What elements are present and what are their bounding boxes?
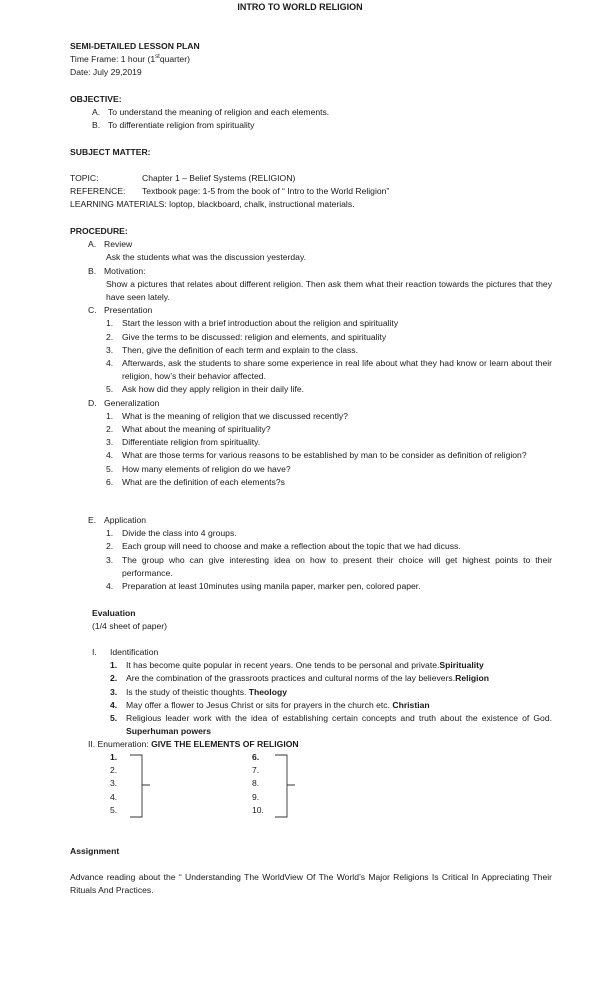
list-item: 4. May offer a flower to Jesus Christ or sits for prayers in the church etc. Christian xyxy=(110,699,430,710)
list-item: 1. Divide the class into 4 groups. xyxy=(106,528,237,539)
application-title: E. Application xyxy=(88,515,147,525)
list-item: 5. Religious leader work with the idea of establishing certain concepts and truth about the existence of God. Superhuman powers xyxy=(110,713,552,737)
presentation-steps xyxy=(70,317,552,396)
list-item: 5. Ask how did they apply religion in their daily life. xyxy=(106,384,304,395)
assignment-text: Advance reading about the “ Understanding The WorldView Of The World’s Major Religions Is Critical In Appreciating Their Rituals And Practices. xyxy=(70,872,552,896)
evaluation-section xyxy=(70,607,552,633)
list-item: 4. Preparation at least 10minutes using manila paper, marker pen, colored paper. xyxy=(106,581,421,591)
list-item: 4. Afterwards, ask the students to share some experience in real life about what they had know or learn about their religion, how’s their behavior affected. xyxy=(106,357,552,382)
answer: Christian xyxy=(392,699,430,710)
list-item: 2. What about the meaning of spirituality? xyxy=(106,423,271,434)
subject-matter-section xyxy=(70,172,552,212)
topic-row: TOPIC: Chapter 1 – Belief Systems (RELIGION) xyxy=(70,173,296,183)
motivation-text: Show a pictures that relates about different religion. Then ask them what their reaction towards the pictures that they have seen lately. xyxy=(106,278,552,302)
identification-title: I. Identification xyxy=(92,647,159,657)
assignment-heading: Assignment xyxy=(70,846,120,856)
enumeration-heading: II. Enumeration: GIVE THE ELEMENTS OF RELIGION xyxy=(88,739,299,749)
list-item: 2. Give the terms to be discussed: religion and elements, and spirituality xyxy=(106,331,387,342)
enum-item: 3. xyxy=(110,778,118,789)
procedure-heading: PROCEDURE: xyxy=(70,226,128,236)
objective-item: B. To differentiate religion from spirituality xyxy=(92,120,255,131)
motivation-title: B. Motivation: xyxy=(88,265,146,276)
identification-items xyxy=(70,659,552,738)
presentation-title: C. Presentation xyxy=(88,305,153,316)
list-item: 1. Start the lesson with a brief introduction about the religion and spirituality xyxy=(106,318,399,329)
review-title: A. Review xyxy=(88,239,133,250)
list-item: 6. What are the definition of each elements?s xyxy=(106,476,285,487)
evaluation-heading: Evaluation xyxy=(92,608,136,618)
application-steps xyxy=(70,527,552,593)
list-item: 3. Is the study of theistic thoughts. Theology xyxy=(110,686,287,697)
answer: Superhuman powers xyxy=(126,726,211,737)
enum-item: 7. xyxy=(252,765,260,776)
review-text: Ask the students what was the discussion yesterday. xyxy=(106,252,306,263)
list-item: 1. What is the meaning of religion that we discussed recently? xyxy=(106,410,348,421)
generalization-questions xyxy=(70,410,552,489)
reference-row: REFERENCE: Textbook page: 1-5 from the book of “ Intro to the World Religion” xyxy=(70,186,390,197)
identification-section xyxy=(70,646,552,738)
enum-item: 10. xyxy=(252,804,264,815)
enum-item: 2. xyxy=(110,765,118,776)
list-item: 3. Then, give the definition of each term and explain to the class. xyxy=(106,344,358,355)
enum-item: 5. xyxy=(110,804,118,815)
list-item: 2. Are the combination of the grassroots practices and cultural norms of the lay believers.Religion xyxy=(110,673,490,684)
right-brace xyxy=(273,753,303,821)
list-item: 2. Each group will need to choose and make a reflection about the topic that we had dicuss. xyxy=(106,541,461,552)
materials-row: LEARNING MATERIALS: loptop, blackboard, chalk, instructional materials. xyxy=(70,199,355,210)
subject-matter-heading-text: SUBJECT MATTER: xyxy=(70,147,151,157)
list-item: 5. How many elements of religion do we have? xyxy=(106,463,291,474)
evaluation-subheading: (1/4 sheet of paper) xyxy=(92,621,168,632)
application-section xyxy=(70,514,552,593)
list-item: 4. What are those terms for various reasons to be established by man to be consider as definition of religion? xyxy=(106,450,527,461)
list-item: 3. The group who can give interesting idea on how to present their choice will get highest points to their performance. xyxy=(106,554,552,578)
enum-item: 1. xyxy=(110,752,118,762)
list-item: 1. It has become quite popular in recent years. One tends to be personal and private.Spirituality xyxy=(110,660,484,671)
objective-heading: OBJECTIVE: xyxy=(70,94,122,104)
answer: Theology xyxy=(248,686,287,697)
left-brace xyxy=(128,753,158,821)
answer: Spirituality xyxy=(439,660,484,671)
enum-item: 8. xyxy=(252,778,260,789)
time-frame: Time Frame: 1 hour (1stquarter) xyxy=(70,54,190,65)
plan-type: SEMI-DETAILED LESSON PLAN xyxy=(70,41,200,51)
generalization-title: D. Generalization xyxy=(88,397,160,408)
date: Date: July 29,2019 xyxy=(70,67,142,78)
enum-item: 4. xyxy=(110,791,118,802)
answer: Religion xyxy=(455,673,490,684)
list-item: 3. Differentiate religion from spirituality. xyxy=(106,437,261,448)
enum-item: 9. xyxy=(252,791,260,802)
enum-item: 6. xyxy=(252,752,260,762)
procedure-section xyxy=(70,225,552,489)
header-section xyxy=(70,40,552,80)
document-title: INTRO TO WORLD RELIGION xyxy=(237,2,363,12)
objective-section xyxy=(70,93,552,133)
objective-item: A. To understand the meaning of religion and each elements. xyxy=(92,107,330,118)
